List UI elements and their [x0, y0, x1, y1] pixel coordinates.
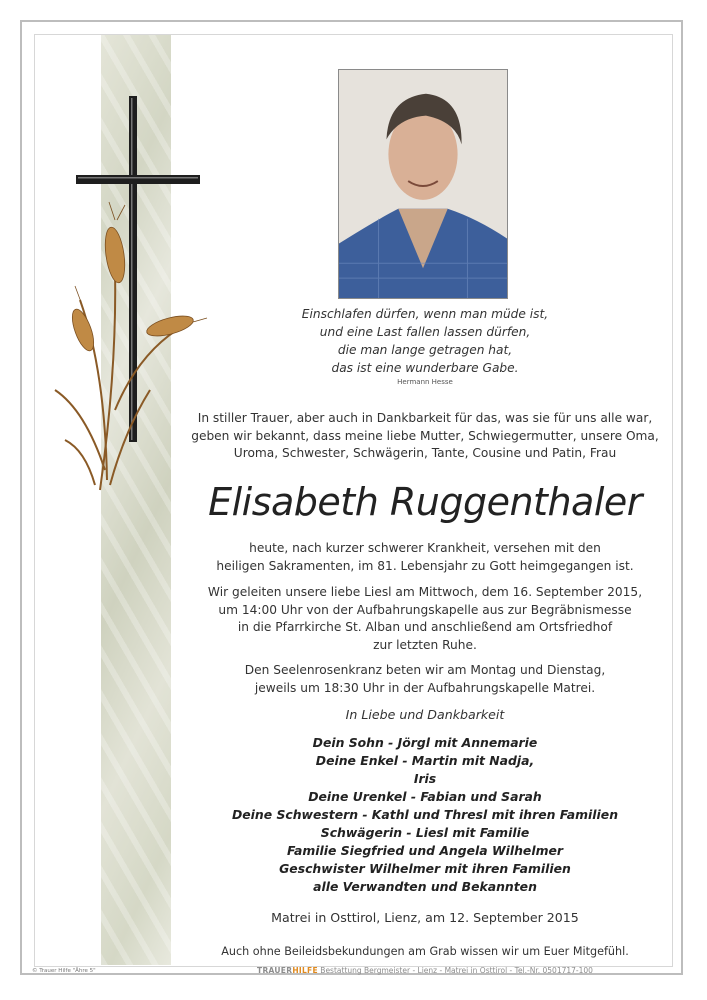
poem-line: das ist eine wunderbare Gabe.	[331, 361, 519, 375]
intro-line: Uroma, Schwester, Schwägerin, Tante, Cousine und Patin, Frau	[233, 446, 617, 460]
funeral-line: Wir geleiten unsere liebe Liesl am Mittwoch, dem 16. September 2015,	[207, 585, 643, 599]
mourner-line: Iris	[413, 771, 437, 786]
death-notice-line: heiligen Sakramenten, im 81. Lebensjahr zu Gott heimgegangen ist.	[216, 558, 634, 573]
cross-icon	[76, 96, 200, 442]
footer-copyright: © Trauer Hilfe "Ähre 5"	[32, 968, 96, 974]
poem-line: Einschlafen dürfen, wenn man müde ist,	[301, 307, 549, 321]
footer-imprint	[180, 966, 670, 976]
rosary-line: jeweils um 18:30 Uhr in der Aufbahrungskapelle Matrei.	[254, 680, 596, 695]
brand-accent: HILFE	[292, 966, 318, 975]
funeral-info	[180, 584, 670, 654]
intro-line: geben wir bekannt, dass meine liebe Mutter, Schwiegermutter, unsere Oma,	[191, 428, 659, 443]
intro-line: In stiller Trauer, aber auch in Dankbarkeit für das, was sie für uns alle war,	[197, 411, 653, 425]
mourner-line: Dein Sohn - Jörgl mit Annemarie	[312, 735, 538, 750]
rosary-info	[180, 662, 670, 697]
mourner-line: Familie Siegfried und Angela Wilhelmer	[286, 843, 564, 858]
mourner-line: alle Verwandten und Bekannten	[313, 879, 537, 894]
poem-line: und eine Last fallen lassen dürfen,	[319, 325, 531, 339]
funeral-line: zur letzten Ruhe.	[373, 637, 477, 652]
mourner-line: Geschwister Wilhelmer mit ihren Familien	[279, 861, 571, 876]
rosary-line: Den Seelenrosenkranz beten wir am Montag und Dienstag,	[244, 663, 606, 677]
poem-line: die man lange getragen hat,	[337, 343, 513, 357]
brand-prefix: TRAUER	[257, 966, 293, 975]
mourner-line: Deine Schwestern - Kathl und Thresl mit ihren Familien	[231, 807, 619, 822]
funeral-line: in die Pfarrkirche St. Alban und anschließend am Ortsfriedhof	[237, 620, 613, 634]
closing-phrase: In Liebe und Dankbarkeit	[345, 707, 505, 722]
place-date: Matrei in Osttirol, Lienz, am 12. September 2015	[271, 910, 579, 925]
deceased-name: Elisabeth Ruggenthaler	[208, 480, 642, 524]
mourner-line: Deine Urenkel - Fabian und Sarah	[308, 789, 542, 804]
mourner-line: Schwägerin - Liesl mit Familie	[320, 825, 530, 840]
footer-text: Bestattung Bergmeister - Lienz - Matrei in Osttirol - Tel.-Nr. 0501717-100	[320, 966, 593, 975]
death-notice	[180, 540, 670, 575]
funeral-line: um 14:00 Uhr von der Aufbahrungskapelle aus zur Begräbnismesse	[218, 602, 632, 617]
poem	[180, 305, 670, 387]
portrait-photo	[338, 69, 508, 299]
condolence-note: Auch ohne Beileidsbekundungen am Grab wissen wir um Euer Mitgefühl.	[221, 945, 629, 958]
brand-logo	[257, 966, 318, 975]
death-notice-line: heute, nach kurzer schwerer Krankheit, versehen mit den	[249, 541, 601, 555]
poem-author: Hermann Hesse	[397, 378, 453, 386]
mourner-line: Deine Enkel - Martin mit Nadja,	[315, 753, 535, 768]
mourners-list	[180, 734, 670, 896]
wheat-icon	[55, 270, 185, 490]
intro-paragraph	[180, 410, 670, 463]
